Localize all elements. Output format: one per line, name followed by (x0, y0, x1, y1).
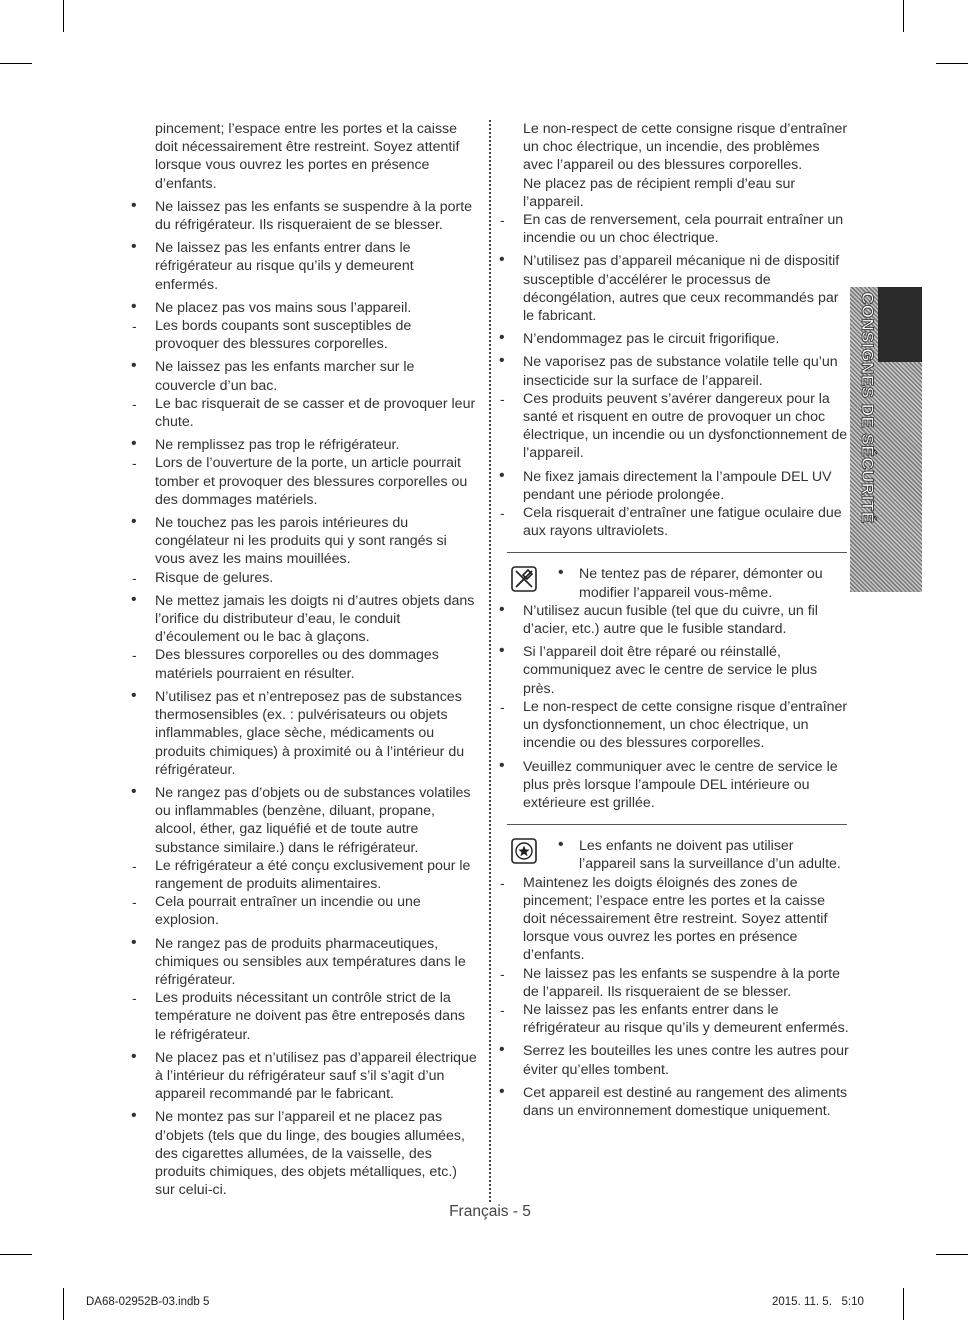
dash-item (497, 1001, 849, 1037)
bullet-item (129, 198, 479, 234)
section-separator (507, 824, 847, 825)
dash-marker: - (132, 894, 137, 911)
bullet-marker: • (499, 329, 505, 347)
item-text: Des blessures corporelles ou des dommages matériels pourraient en résulter. (155, 647, 439, 682)
item-text: Ne fixez jamais directement la l’ampoule DEL UV pendant une période prolongée. (523, 468, 832, 503)
item-text: Ne laissez pas les enfants entrer dans le réfrigérateur au risque qu’ils y demeurent enfermés. (155, 240, 414, 293)
item-text: Le non-respect de cette consigne risque d’entraîner un choc électrique, un incendie, des problèmes avec l’appareil ou des blessures corporelles. (523, 121, 848, 174)
item-text: En cas de renversement, cela pourrait entraîner un incendie ou un choc électrique. (523, 212, 844, 247)
bullet-item (129, 1049, 479, 1104)
bullet-item (497, 1042, 849, 1078)
bullet-marker: • (131, 686, 137, 704)
dash-item (129, 395, 479, 431)
dash-marker: - (500, 1001, 505, 1018)
dash-marker: - (132, 647, 137, 664)
bullet-item (129, 688, 479, 779)
item-text: N’endommagez pas le circuit frigorifique. (523, 331, 780, 348)
bullet-item (497, 468, 849, 504)
bullet-item (497, 758, 849, 813)
dash-marker: - (500, 505, 505, 522)
dash-item (497, 698, 849, 753)
bullet-item (129, 299, 479, 317)
dash-marker: - (500, 874, 505, 891)
crop-mark (936, 63, 968, 64)
dash-marker: - (132, 990, 137, 1007)
item-text: Ne vaporisez pas de substance volatile telle qu’un insecticide sur la surface de l’appareil. (523, 354, 838, 389)
item-text: Veuillez communiquer avec le centre de service le plus près lorsque l’ampoule DEL intérieure ou extérieure est grillée. (523, 758, 838, 811)
dash-marker: - (132, 455, 137, 472)
dash-item (497, 874, 849, 965)
repair-warning-lead (497, 565, 849, 601)
item-text: Ne touchez pas les parois intérieures du congélateur ni les produits qui y sont rangés si vous avez les mains mouillées. (155, 515, 447, 568)
paragraph (497, 120, 849, 175)
bullet-marker: • (499, 1082, 505, 1100)
item-text: Ne montez pas sur l’appareil et ne placez pas d’objets (tels que du linge, des bougies allumées, des cigarettes allumées, de la vaisselle, des produits chimiques, des objets métalliques, etc.) sur celui-ci. (155, 1109, 465, 1199)
item-text: Ne placez pas de récipient rempli d’eau sur l’appareil. (523, 175, 796, 210)
item-text: Si l’appareil doit être réparé ou réinstallé, communiquez avec le centre de service le plus près. (523, 644, 818, 697)
item-text: Ne laissez pas les enfants se suspendre à la porte de l’appareil. Ils risqueraient de se blesser. (523, 965, 841, 1000)
item-text: Ne placez pas et n’utilisez pas d’appareil électrique à l’intérieur du réfrigérateur sauf s’il s’agit d’un appareil recommandé par le fabricant. (155, 1049, 477, 1103)
bullet-item (497, 353, 849, 389)
item-text: Ne laissez pas les enfants marcher sur le couvercle d’un bac. (155, 359, 415, 394)
item-text: Les bords coupants sont susceptibles de provoquer des blessures corporelles. (155, 318, 412, 353)
section-tab-marker (878, 287, 922, 362)
dash-item (129, 454, 479, 509)
bullet-marker: • (499, 756, 505, 774)
dash-marker: - (132, 318, 137, 335)
item-text: Lors de l’ouverture de la porte, un article pourrait tomber et provoquer des blessures corporelles ou des dommages matériels. (155, 455, 468, 508)
column-divider (489, 120, 491, 1202)
dash-item (129, 893, 479, 929)
dash-item (129, 989, 479, 1044)
bullet-marker: • (499, 352, 505, 370)
bullet-item (497, 1084, 849, 1120)
print-date-info: 2015. 11. 5. 5:10 (772, 1296, 864, 1308)
crop-mark (0, 1254, 32, 1255)
dash-marker: - (500, 698, 505, 715)
bullet-marker: • (499, 1041, 505, 1059)
children-warning-items (497, 874, 849, 1121)
item-text: Cet appareil est destiné au rangement des aliments dans un environnement domestique uniquement. (523, 1084, 848, 1119)
bullet-item (129, 935, 479, 990)
bullet-item (497, 330, 849, 348)
dash-item (497, 504, 849, 540)
bullet-item (129, 239, 479, 294)
item-text: Cela risquerait d’entraîner une fatigue oculaire due aux rayons ultraviolets. (523, 505, 842, 540)
dash-marker: - (500, 965, 505, 982)
bullet-marker: • (131, 590, 137, 608)
bullet-item (129, 1108, 479, 1199)
bullet-marker: • (499, 466, 505, 484)
dash-item (129, 317, 479, 353)
crop-mark (63, 1288, 64, 1320)
repair-warning-items (497, 602, 849, 812)
bullet-marker: • (499, 251, 505, 269)
item-text: Ces produits peuvent s’avérer dangereux pour la santé et risquent en outre de provoquer un choc électrique, un incendie ou un dysfonctionnement de l’appareil. (523, 390, 848, 462)
bullet-item (129, 358, 479, 394)
bullet-marker: • (558, 836, 564, 854)
dash-item (497, 965, 849, 1001)
bullet-item (497, 252, 849, 325)
dash-item (129, 857, 479, 893)
item-text: N’utilisez pas d’appareil mécanique ni de dispositif susceptible d’accélérer le processus de décongélation, autres que ceux recommandés par le fabricant. (523, 253, 840, 325)
right-column-top (497, 120, 849, 540)
page-footer: Français - 5 (449, 1203, 531, 1220)
right-column (497, 120, 849, 1120)
item-text: N’utilisez pas et n’entreposez pas de substances thermosensibles (ex. : pulvérisateurs ou objets inflammables, glace sèche, médicaments ou produits chimiques) à proximité ou à l’intérieur du réfrigérateur. (155, 688, 465, 778)
bullet-marker: • (131, 782, 137, 800)
item-text: Les produits nécessitant un contrôle strict de la température ne doivent pas être entreposés dans le réfrigérateur. (155, 990, 465, 1043)
print-file-info: DA68-02952B-03.indb 5 (86, 1296, 210, 1308)
item-text: Maintenez les doigts éloignés des zones de pincement; l’espace entre les portes et la caisse doit nécessairement être restreint. Soyez attentif lorsque vous ouvrez les portes en présence d’enfants. (523, 874, 828, 964)
bullet-marker: • (131, 933, 137, 951)
crop-mark (63, 0, 64, 32)
dash-marker: - (500, 212, 505, 229)
bullet-marker: • (558, 564, 564, 582)
dash-item (129, 646, 479, 682)
item-text: Ne mettez jamais les doigts ni d’autres objets dans l’orifice du distributeur d’eau, le conduit d’écoulement ou le bac à glaçons. (155, 592, 475, 646)
section-tab-title: CONSIGNES DE SÉCURITÉ (858, 292, 877, 524)
bullet-marker: • (131, 297, 137, 315)
star-note-icon (511, 838, 537, 864)
dash-marker: - (500, 390, 505, 407)
dash-item (497, 211, 849, 247)
repair-lead-text: Ne tentez pas de réparer, démonter ou modifier l’appareil vous-même. (579, 566, 823, 601)
item-text: Ne laissez pas les enfants se suspendre à la porte du réfrigérateur. Ils risqueraient de se blesser. (155, 198, 473, 234)
item-text: N’utilisez aucun fusible (tel que du cuivre, un fil d’acier, etc.) autre que le fusible standard. (523, 602, 818, 638)
bullet-marker: • (499, 600, 505, 618)
bullet-item (129, 592, 479, 647)
no-disassembly-icon (511, 566, 537, 592)
bullet-item (129, 514, 479, 569)
dash-marker: - (132, 395, 137, 412)
item-text: Le non-respect de cette consigne risque d’entraîner un dysfonctionnement, un choc électrique, un incendie ou des blessures corporelles. (523, 698, 848, 752)
item-text: Risque de gelures. (155, 569, 274, 586)
dash-item (497, 390, 849, 463)
item-text: Ne rangez pas de produits pharmaceutiques, chimiques ou sensibles aux températures dans le réfrigérateur. (155, 935, 466, 988)
item-text: Le bac risquerait de se casser et de provoquer leur chute. (155, 395, 476, 431)
item-text: Serrez les bouteilles les unes contre les autres pour éviter qu’elles tombent. (523, 1043, 849, 1078)
paragraph (129, 120, 479, 193)
crop-mark (903, 0, 904, 32)
bullet-item (497, 602, 849, 638)
item-text: Le réfrigérateur a été conçu exclusivement pour le rangement de produits alimentaires. (155, 857, 471, 892)
item-text: Ne remplissez pas trop le réfrigérateur. (155, 437, 400, 454)
paragraph (497, 175, 849, 211)
crop-mark (903, 1288, 904, 1320)
bullet-marker: • (131, 196, 137, 214)
dash-item (129, 569, 479, 587)
children-lead-text: Les enfants ne doivent pas utiliser l’appareil sans la surveillance d’un adulte. (579, 838, 841, 873)
bullet-marker: • (131, 1107, 137, 1125)
item-text: Ne laissez pas les enfants entrer dans le réfrigérateur au risque qu’ils y demeurent enfermés. (523, 1001, 849, 1037)
bullet-item (129, 784, 479, 857)
item-text: Cela pourrait entraîner un incendie ou une explosion. (155, 894, 421, 929)
children-warning-lead (497, 837, 849, 873)
item-text: Ne placez pas vos mains sous l’appareil. (155, 299, 412, 316)
bullet-marker: • (131, 1047, 137, 1065)
bullet-marker: • (131, 357, 137, 375)
bullet-marker: • (131, 513, 137, 531)
item-text: pincement; l’espace entre les portes et la caisse doit nécessairement être restreint. Soyez attentif lorsque vous ouvrez les portes en présence d’enfants. (155, 121, 460, 192)
bullet-marker: • (131, 238, 137, 256)
crop-mark (0, 63, 32, 64)
section-separator (507, 552, 847, 553)
item-text: Ne rangez pas d’objets ou de substances volatiles ou inflammables (benzène, diluant, propane, alcool, éther, gaz liquéfié et de toute autre substance similaire.) dans le réfrigérateur. (155, 784, 471, 856)
dash-marker: - (132, 569, 137, 586)
bullet-item (129, 436, 479, 454)
bullet-item (497, 643, 849, 698)
left-column (129, 120, 479, 1199)
bullet-marker: • (131, 435, 137, 453)
bullet-marker: • (499, 642, 505, 660)
dash-marker: - (132, 857, 137, 874)
crop-mark (936, 1254, 968, 1255)
